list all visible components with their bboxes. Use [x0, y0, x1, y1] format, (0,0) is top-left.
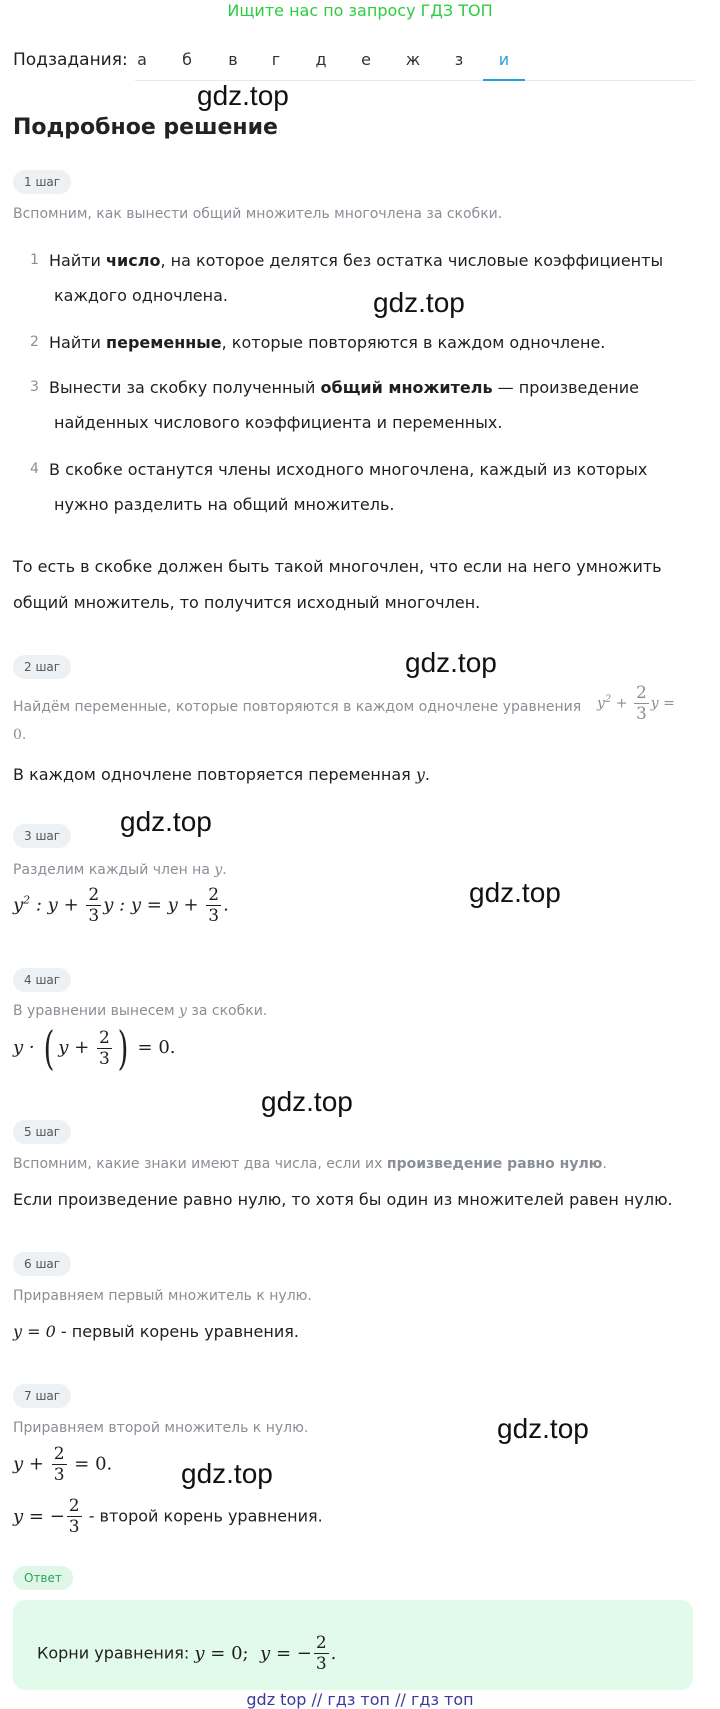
watermark: gdz.top	[120, 806, 212, 837]
list-number: 4	[30, 461, 39, 477]
watermark: gdz.top	[497, 1413, 589, 1444]
step-hint: Приравняем второй множитель к нулю.	[13, 1420, 309, 1436]
step-hint: В уравнении вынесем y за скобки.	[13, 1003, 268, 1019]
subtask-tab-b[interactable]: б	[182, 50, 192, 69]
watermark: gdz.top	[197, 80, 289, 111]
list-item: Найти число, на которое делятся без остатка числовые коэффициенты	[49, 251, 664, 270]
footer-link[interactable]: gdz top	[246, 1690, 307, 1709]
list-item-continued: каждого одночлена.	[54, 286, 228, 305]
footer-link[interactable]: гдз топ	[327, 1690, 390, 1709]
step-hint: Вспомним, какие знаки имеют два числа, если их произведение равно нулю.	[13, 1156, 607, 1172]
list-number: 3	[30, 379, 39, 395]
list-number: 1	[30, 252, 39, 268]
step-hint: Вспомним, как вынести общий множитель многочлена за скобки.	[13, 206, 503, 222]
watermark: gdz.top	[181, 1458, 273, 1489]
list-number: 2	[30, 334, 39, 350]
step-badge: 5 шаг	[13, 1120, 71, 1144]
subtask-tab-e[interactable]: е	[361, 50, 371, 69]
step-badge: 2 шаг	[13, 655, 71, 679]
watermark: gdz.top	[261, 1086, 353, 1117]
subtask-tab-v[interactable]: в	[228, 50, 238, 69]
subtasks-tabs	[135, 44, 695, 81]
step-badge: 6 шаг	[13, 1252, 71, 1276]
step-text: y = 0 - первый корень уравнения.	[13, 1322, 299, 1341]
equation: y · ( y + $\frac{2}{3}$ ) = 0.	[13, 1021, 176, 1075]
subtask-tab-z[interactable]: з	[454, 50, 464, 69]
footer-link[interactable]: гдз топ	[410, 1690, 474, 1709]
equation-inline: $y^2$ + $\frac{2}{3}$ y =	[597, 683, 675, 724]
equation: y + $\frac{2}{3}$ = 0.	[13, 1444, 113, 1485]
step-badge: 3 шаг	[13, 824, 71, 848]
search-banner: Ищите нас по запросу ГДЗ ТОП	[227, 1, 493, 20]
watermark: gdz.top	[469, 877, 561, 908]
step-text: y = − $\frac{2}{3}$ - второй корень уравнения.	[13, 1496, 323, 1537]
answer-text: Корни уравнения: y = 0; y = − $\frac{2}{3}$ .	[37, 1633, 337, 1674]
step-hint: Разделим каждый член на y.	[13, 862, 227, 878]
step-hint: Найдём переменные, которые повторяются в каждом одночлене уравнения	[13, 699, 582, 715]
step-badge: 1 шаг	[13, 170, 71, 194]
footer-links	[0, 1690, 720, 1709]
footer-separator: //	[395, 1690, 406, 1709]
step-text: Если произведение равно нулю, то хотя бы один из множителей равен нулю.	[13, 1190, 673, 1209]
list-item: Найти переменные, которые повторяются в каждом одночлене.	[49, 333, 606, 352]
subtask-tab-d[interactable]: д	[315, 50, 327, 69]
subtasks-label: Подзадания:	[13, 50, 128, 70]
watermark: gdz.top	[373, 287, 465, 318]
watermark: gdz.top	[405, 647, 497, 678]
conclusion-text: общий множитель, то получится исходный многочлен.	[13, 593, 481, 612]
step-text: В каждом одночлене повторяется переменная y.	[13, 765, 431, 784]
list-item-continued: нужно разделить на общий множитель.	[54, 495, 395, 514]
subtask-tab-zh[interactable]: ж	[405, 50, 421, 69]
step-badge: 7 шаг	[13, 1384, 71, 1408]
footer-separator: //	[311, 1690, 323, 1709]
equation: $y^2$ : y + $\frac{2}{3}$ y : y = y + $\frac{2}{3}$ .	[13, 885, 229, 926]
solution-heading: Подробное решение	[13, 115, 278, 140]
list-item: Вынести за скобку полученный общий множитель — произведение	[49, 378, 639, 397]
answer-badge: Ответ	[13, 1566, 73, 1590]
step-hint: Приравняем первый множитель к нулю.	[13, 1288, 312, 1304]
conclusion-text: То есть в скобке должен быть такой многочлен, что если на него умножить	[13, 557, 662, 576]
subtask-tab-i[interactable]: и	[483, 44, 525, 81]
subtask-tab-a[interactable]: а	[137, 50, 147, 69]
step-badge: 4 шаг	[13, 968, 71, 992]
equation-inline-cont: 0.	[13, 727, 27, 743]
list-item: В скобке останутся члены исходного многочлена, каждый из которых	[49, 460, 648, 479]
list-item-continued: найденных числового коэффициента и переменных.	[54, 413, 503, 432]
subtask-tab-g[interactable]: г	[271, 50, 281, 69]
